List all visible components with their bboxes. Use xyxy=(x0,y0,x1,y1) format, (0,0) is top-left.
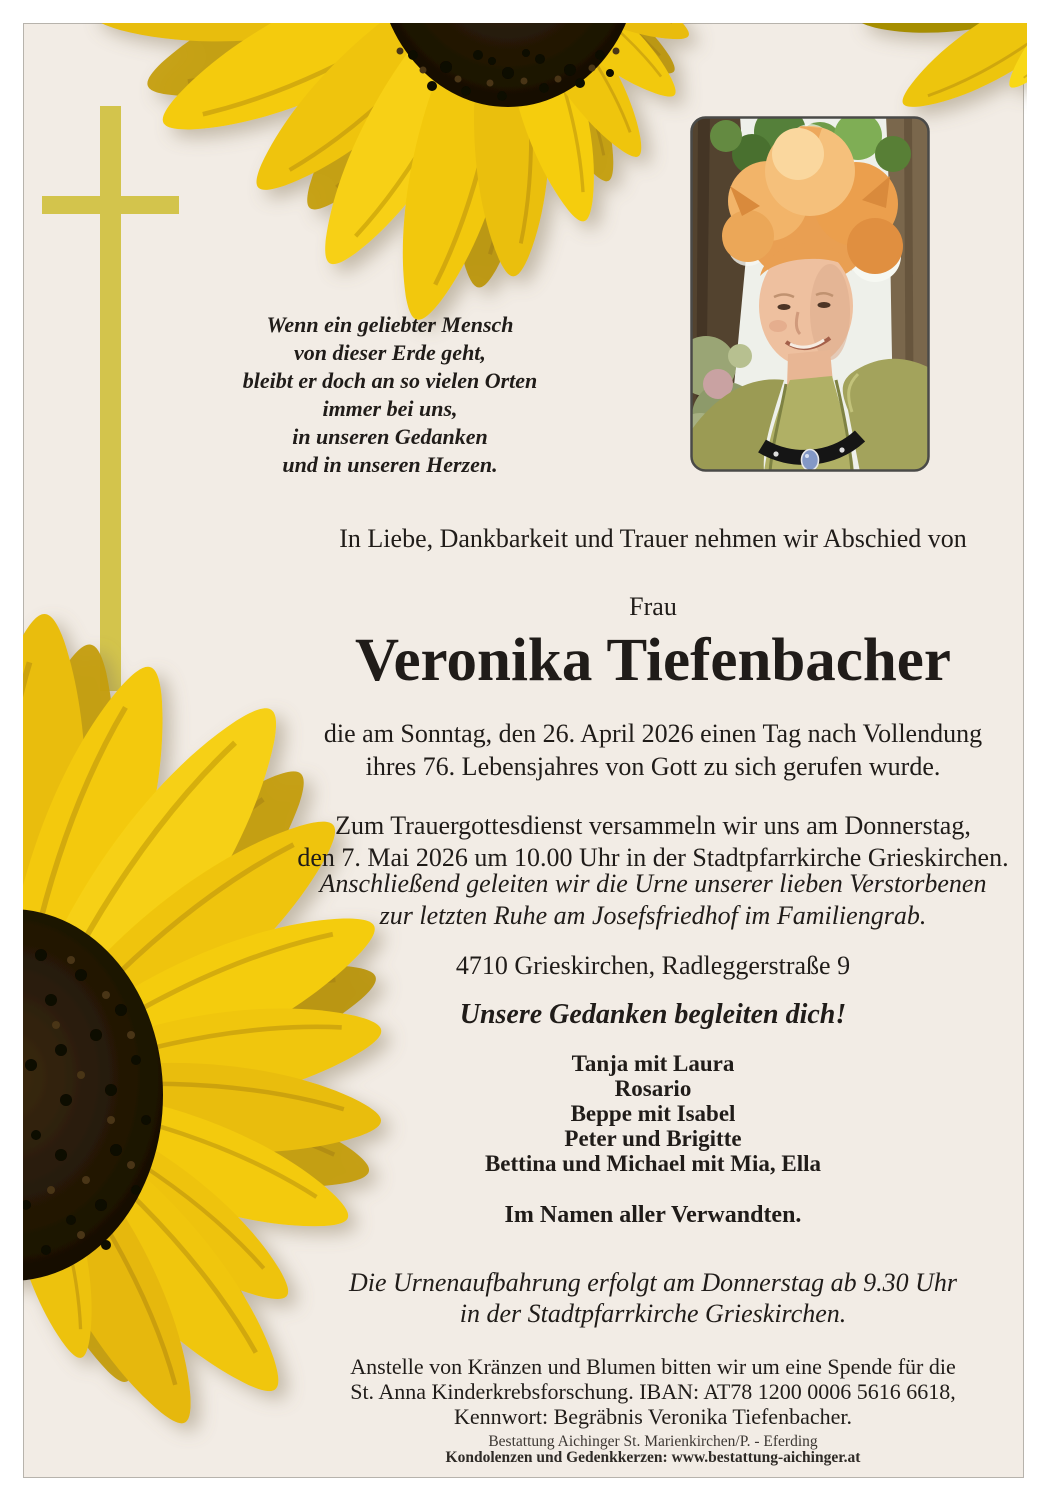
intro-line: In Liebe, Dankbarkeit und Trauer nehmen wir Abschied von xyxy=(339,524,967,553)
donation-line: Anstelle von Kränzen und Blumen bitten wir um eine Spende für die xyxy=(350,1354,956,1379)
service-info xyxy=(278,810,1028,874)
mourner-line: Peter und Brigitte xyxy=(564,1126,742,1151)
poem-line: immer bei uns, xyxy=(322,396,458,421)
urn-info-line: Anschließend geleiten wir die Urne unserer lieben Verstorbenen xyxy=(319,869,987,898)
service-info-line: Zum Trauergottesdienst versammeln wir uns am Donnerstag, xyxy=(335,811,971,840)
sunflower-top-petals xyxy=(85,23,698,331)
mourner-line: Beppe mit Isabel xyxy=(570,1101,736,1126)
condolence-website-line: Kondolenzen und Gedenkkerzen: www.bestattung-aichinger.at xyxy=(445,1449,861,1466)
death-info-line: die am Sonntag, den 26. April 2026 einen Tag nach Vollendung xyxy=(323,719,983,748)
poem-line: von dieser Erde geht, xyxy=(294,340,486,365)
death-info-line: ihres 76. Lebensjahres von Gott zu sich gerufen wurde. xyxy=(365,752,941,781)
laying-out-line: in der Stadtpfarrkirche Grieskirchen. xyxy=(459,1299,847,1328)
poem-line: und in unseren Herzen. xyxy=(282,452,498,477)
poem-line: in unseren Gedanken xyxy=(292,424,488,449)
laying-out-info xyxy=(278,1267,1028,1329)
death-info xyxy=(278,717,1028,783)
urn-info-line: zur letzten Ruhe am Josefsfriedhof im Familiengrab. xyxy=(379,901,927,930)
portrait-photo xyxy=(690,116,930,472)
donation-line: Kennwort: Begräbnis Veronika Tiefenbacher. xyxy=(454,1404,852,1429)
mourner-line: Tanja mit Laura xyxy=(571,1051,735,1076)
memorial-poem xyxy=(170,311,610,479)
funeral-home-line: Bestattung Aichinger St. Marienkirchen/P. - Eferding xyxy=(488,1433,818,1450)
poem-line: bleibt er doch an so vielen Orten xyxy=(242,368,538,393)
mourner-line: Rosario xyxy=(614,1076,692,1101)
address-line: 4710 Grieskirchen, Radleggerstraße 9 xyxy=(455,951,851,980)
urn-info xyxy=(278,868,1028,932)
mourner-line: Bettina und Michael mit Mia, Ella xyxy=(484,1151,822,1176)
sunflower-corner-petals xyxy=(852,23,1027,129)
in-name-of-line: Im Namen aller Verwandten. xyxy=(504,1202,802,1228)
deceased-name: Veronika Tiefenbacher xyxy=(355,627,951,694)
service-info-line: den 7. Mai 2026 um 10.00 Uhr in der Stadtpfarrkirche Grieskirchen. xyxy=(297,843,1009,872)
mourners-list xyxy=(278,1051,1028,1176)
poem-line: Wenn ein geliebter Mensch xyxy=(266,312,514,337)
salutation: Frau xyxy=(629,592,677,621)
farewell-line: Unsere Gedanken begleiten dich! xyxy=(459,999,847,1030)
donation-info xyxy=(278,1354,1028,1429)
laying-out-line: Die Urnenaufbahrung erfolgt am Donnerstag ab 9.30 Uhr xyxy=(348,1268,958,1297)
donation-line: St. Anna Kinderkrebsforschung. IBAN: AT78 1200 0006 5616 6618, xyxy=(350,1379,956,1404)
